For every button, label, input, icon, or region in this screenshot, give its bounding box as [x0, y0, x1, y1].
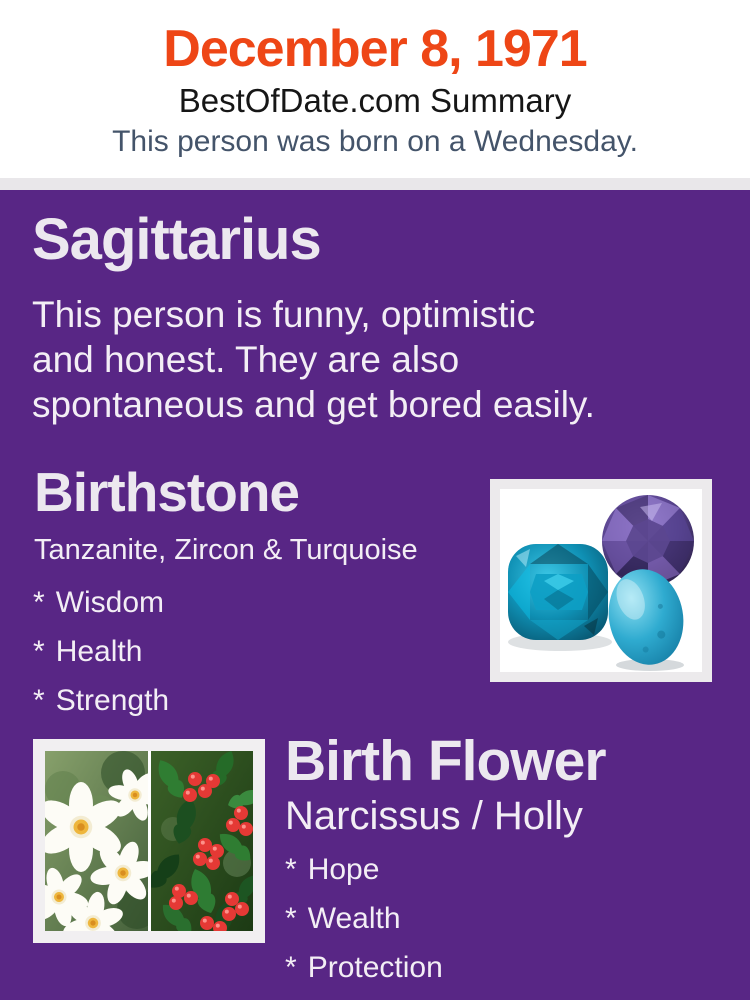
- birth-flower-image: [33, 739, 265, 943]
- description-line: This person is funny, optimistic: [32, 294, 536, 335]
- birthstone-traits-list: [33, 586, 169, 733]
- divider-strip: [0, 178, 750, 190]
- photo-split-divider: [148, 751, 151, 931]
- trait-label: Hope: [307, 853, 380, 886]
- gemstones-illustration: [500, 489, 702, 672]
- turquoise-gem: [601, 563, 691, 670]
- description-line: and honest. They are also: [32, 339, 460, 380]
- birthstone-names: Tanzanite, Zircon & Turquoise: [34, 534, 418, 566]
- trait-item: [285, 951, 443, 985]
- asterisk-bullet: *: [285, 853, 297, 886]
- trait-item: [33, 684, 169, 718]
- holly-photo: [145, 751, 253, 931]
- trait-item: [285, 902, 443, 936]
- birthstone-image: [490, 479, 712, 682]
- details-section: [0, 190, 750, 1000]
- born-day-text: This person was born on a Wednesday.: [112, 125, 638, 159]
- trait-label: Strength: [55, 684, 170, 717]
- flowers-illustration: [45, 751, 253, 931]
- trait-label: Wisdom: [55, 586, 165, 619]
- trait-label: Protection: [307, 951, 443, 984]
- trait-item: [33, 635, 169, 669]
- asterisk-bullet: *: [285, 951, 297, 984]
- trait-item: [285, 853, 443, 887]
- site-summary-title: BestOfDate.com Summary: [178, 81, 572, 119]
- zodiac-description: [32, 292, 737, 427]
- blue-zircon-gem: [508, 544, 608, 640]
- description-line: spontaneous and get bored easily.: [32, 384, 595, 425]
- asterisk-bullet: *: [33, 635, 45, 668]
- trait-label: Health: [55, 635, 143, 668]
- birth-flower-title: Birth Flower: [285, 729, 606, 793]
- birth-flower-names: Narcissus / Holly: [285, 794, 583, 838]
- header: [0, 0, 750, 178]
- birth-flower-traits-list: [285, 853, 443, 1000]
- birthstone-title: Birthstone: [34, 461, 299, 523]
- asterisk-bullet: *: [33, 684, 45, 717]
- zodiac-sign-title: Sagittarius: [32, 207, 321, 272]
- trait-label: Wealth: [307, 902, 401, 935]
- asterisk-bullet: *: [285, 902, 297, 935]
- asterisk-bullet: *: [33, 586, 45, 619]
- date-title: December 8, 1971: [163, 20, 587, 78]
- trait-item: [33, 586, 169, 620]
